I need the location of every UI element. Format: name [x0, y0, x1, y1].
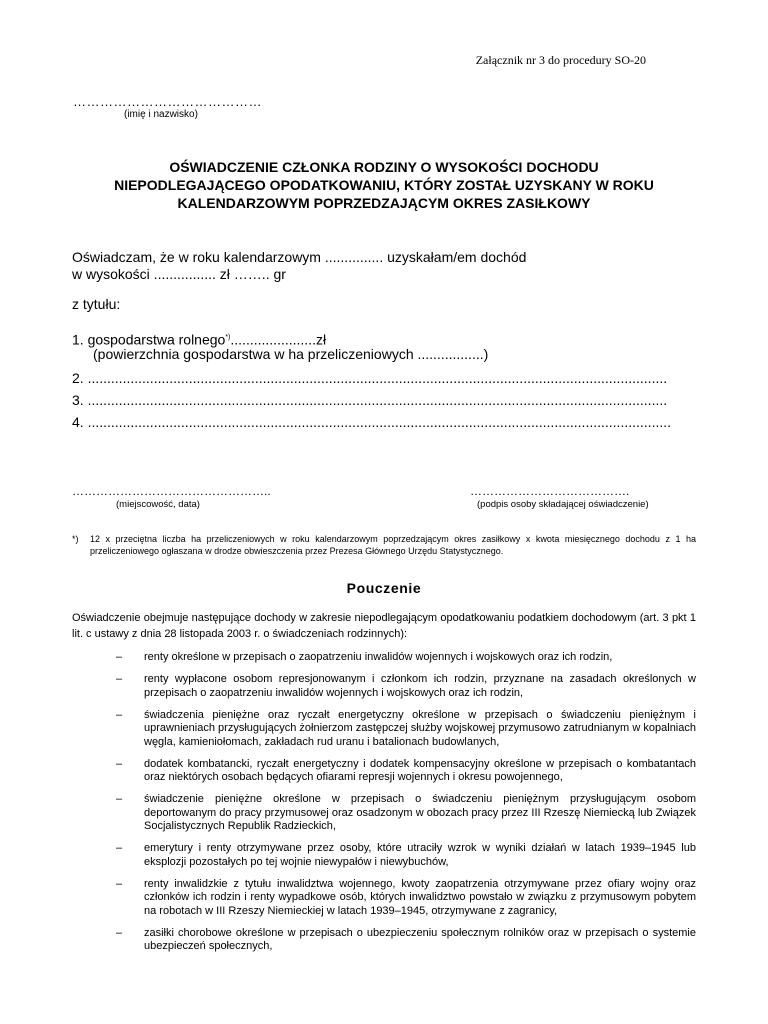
list-item: – emerytury i renty otrzymywane przez osoby, które utraciły wzrok w wyniki działań w latach 1939–1945 lub eksplozji pozostałych po tej wojnie niewypałów i niewybuchów,: [116, 842, 696, 868]
list-item: – świadczenie pieniężne określone w przepisach o świadczeniu pieniężnym przysługującym osobom deportowanym do pracy przymusowej oraz osadzonym w obozach pracy przez III Rzeszę Niemiecką lub Związek Socjalistycznych Republik Radzieckich,: [116, 793, 696, 832]
title-line-2: NIEPODLEGAJĄCEGO OPODATKOWANIU, KTÓRY ZOSTAŁ UZYSKANY W ROKU: [114, 177, 654, 193]
dash-marker: –: [116, 926, 123, 939]
place-date-field[interactable]: …………………………………………..: [72, 484, 271, 498]
dash-marker: –: [116, 877, 123, 890]
income-source-label: z tytułu:: [72, 296, 121, 312]
dash-marker: –: [116, 757, 123, 770]
footnote-text: 12 x przeciętna liczba ha przeliczeniowych w roku kalendarzowym poprzedzającym okres zasiłkowy x kwota miesięcznego dochodu z 1 ha przeliczeniowego ogłaszana w drodze obwieszczenia przez Prezesa Głównego Urzędu Statystycznego.: [90, 534, 696, 556]
declaration-line-amount[interactable]: w wysokości ................ zł …….. gr: [72, 266, 286, 282]
dash-marker: –: [116, 842, 123, 854]
item-farm-amount: ......................zł: [230, 331, 327, 348]
instructions-heading: Pouczenie: [346, 580, 422, 596]
signature-field[interactable]: ………………………………….: [470, 484, 630, 498]
name-field-label: (imię i nazwisko): [124, 109, 198, 120]
list-item: – dodatek kombatancki, ryczałt energetyczny i dodatek kompensacyjny określone w przepisach o kombatantach oraz niektórych osobach będących ofiarami represji wojennych i okresu powojennego,: [116, 757, 696, 783]
footnote-marker: *): [225, 334, 231, 341]
item-farm-area[interactable]: (powierzchnia gospodarstwa w ha przeliczeniowych .................): [93, 346, 489, 362]
place-date-label: (miejscowość, data): [116, 499, 200, 510]
signature-label: (podpis osoby składającej oświadczenie): [477, 499, 649, 510]
declaration-line-year[interactable]: Oświadczam, że w roku kalendarzowym ............... uzyskałam/em dochód: [72, 249, 527, 265]
item-3[interactable]: 3. .....................................................................................................................................................: [72, 392, 668, 408]
footnote: [72, 533, 696, 557]
list-item: – renty określone w przepisach o zaopatrzeniu inwalidów wojennych i wojskowych oraz ich rodzin,: [116, 651, 613, 663]
list-item: – zasiłki chorobowe określone w przepisach o ubezpieczeniu społecznym rolników oraz w przepisach o systemie ubezpieczeń społecznych,: [116, 926, 696, 952]
instructions-intro: Oświadczenie obejmuje następujące dochody w zakresie niepodlegającym opodatkowaniu podatkiem dochodowym (art. 3 pkt 1 lit. c ustawy z dnia 28 listopada 2003 r. o świadczeniach rodzinnych):: [72, 612, 696, 640]
footnote-mark: *): [72, 534, 79, 544]
title-line-3: KALENDARZOWYM POPRZEDZAJĄCYM OKRES ZASIŁKOWY: [177, 195, 591, 211]
dash-marker: –: [116, 793, 123, 805]
list-item: – renty inwalidzkie z tytułu inwalidztwa wojennego, kwoty zaopatrzenia otrzymywane przez ofiary wojny oraz członków ich rodzin i renty wypadkowe osób, których inwalidztwo powstało w związku z przymusowym pobytem na robotach w III Rzeszy Niemieckiej w latach 1939–1945, otrzymywane z zagranicy,: [116, 877, 696, 917]
dash-marker: –: [116, 708, 123, 721]
title-line-1: OŚWIADCZENIE CZŁONKA RODZINY O WYSOKOŚCI DOCHODU: [169, 159, 599, 175]
document-title: [60, 158, 708, 212]
list-item: – świadczenia pieniężne oraz ryczałt energetyczny określone w przepisach o świadczeniu pieniężnym i uprawnieniach przysługujących żołnierzom zastępczej służby wojskowej przymusowo zatrudnianym w kopalniach węgla, kamieniołomach, zakładach rud uranu i batalionach budowlanych,: [116, 708, 696, 748]
item-2[interactable]: 2. .....................................................................................................................................................: [72, 370, 668, 386]
list-item: – renty wypłacone osobom represjonowanym i członkom ich rodzin, przyznane na zasadach określonych w przepisach o zaopatrzeniu inwalidów wojennych i wojskowych oraz ich rodzin,: [116, 673, 696, 699]
dash-marker: –: [116, 651, 123, 663]
item-farm-label: 1. gospodarstwa rolnego: [72, 331, 226, 348]
dash-marker: –: [116, 673, 123, 685]
item-4[interactable]: 4. ......................................................................................................................................................: [72, 414, 672, 430]
income-list: [72, 651, 696, 962]
name-field[interactable]: ……………………………………: [73, 94, 262, 109]
annex-reference: Załącznik nr 3 do procedury SO-20: [475, 53, 646, 67]
